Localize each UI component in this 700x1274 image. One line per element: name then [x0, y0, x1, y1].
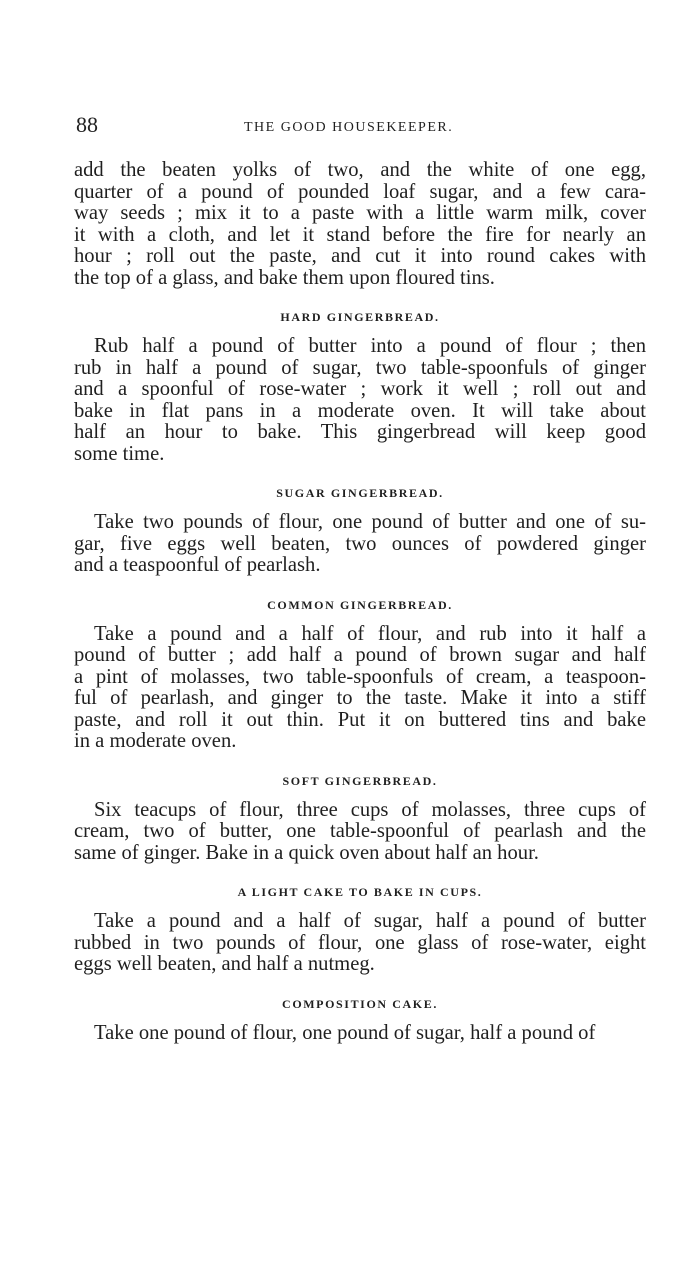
text-line: quarter of a pound of pounded loaf sugar, and a few cara-	[74, 180, 646, 203]
text-line: it with a cloth, and let it stand before the fire for nearly an	[74, 223, 646, 246]
recipe-heading-composition-cake: COMPOSITION CAKE.	[282, 996, 438, 1011]
recipe-heading-common-gingerbread: COMMON GINGERBREAD.	[267, 597, 453, 612]
recipe-heading-soft-gingerbread: SOFT GINGERBREAD.	[282, 773, 438, 788]
text-line: same of ginger. Bake in a quick oven about half an hour.	[74, 841, 539, 864]
text-line: ful of pearlash, and ginger to the taste. Make it into a stiff	[74, 687, 646, 709]
recipe-paragraph-common-gingerbread	[74, 624, 646, 753]
text-line: Take one pound of flour, one pound of sugar, half a pound of	[94, 1021, 596, 1044]
recipe-heading-light-cake: A LIGHT CAKE TO BAKE IN CUPS.	[237, 885, 483, 899]
text-line: rub in half a pound of sugar, two table-spoonfuls of ginger	[74, 356, 646, 379]
text-line: Take a pound and a half of sugar, half a pound of butter	[94, 910, 646, 932]
recipe-heading-sugar-gingerbread: SUGAR GINGERBREAD.	[276, 486, 444, 500]
text-line: hour ; roll out the paste, and cut it into round cakes with	[74, 245, 646, 267]
recipe-paragraph-hard-gingerbread	[74, 336, 646, 465]
text-line: eggs well beaten, and half a nutmeg.	[74, 953, 375, 975]
recipe-heading-hard-gingerbread: HARD GINGERBREAD.	[280, 310, 440, 324]
text-line: half an hour to bake. This gingerbread will keep good	[74, 421, 646, 443]
text-line: gar, five eggs well beaten, two ounces of powdered ginger	[74, 532, 646, 555]
text-line: the top of a glass, and bake them upon floured tins.	[74, 266, 495, 289]
text-line: cream, two of butter, one table-spoonful of pearlash and the	[74, 820, 646, 842]
text-line: and a teaspoonful of pearlash.	[74, 554, 321, 576]
text-line: bake in flat pans in a moderate oven. It will take about	[74, 399, 646, 422]
paragraph-continuation	[74, 160, 646, 289]
running-title: THE GOOD HOUSEKEEPER.	[244, 120, 454, 135]
text-line: a pint of molasses, two table-spoonfuls of cream, a teaspoon-	[74, 665, 646, 688]
text-line: way seeds ; mix it to a paste with a little warm milk, cover	[74, 202, 646, 224]
recipe-paragraph-light-cake	[74, 911, 646, 976]
text-line: Six teacups of flour, three cups of molasses, three cups of	[94, 798, 646, 821]
recipe-paragraph-composition-cake	[74, 1023, 646, 1045]
page-number: 88	[76, 112, 98, 137]
text-line: add the beaten yolks of two, and the white of one egg,	[74, 159, 646, 181]
text-line: some time.	[74, 442, 165, 465]
running-head	[76, 112, 648, 142]
text-line: Rub half a pound of butter into a pound of flour ; then	[94, 335, 646, 357]
recipe-paragraph-soft-gingerbread	[74, 800, 646, 865]
body-text	[74, 160, 646, 1044]
recipe-paragraph-sugar-gingerbread	[74, 512, 646, 577]
text-line: in a moderate oven.	[74, 730, 237, 752]
text-line: rubbed in two pounds of flour, one glass of rose-water, eight	[74, 931, 646, 954]
text-line: Take two pounds of flour, one pound of butter and one of su-	[94, 511, 646, 533]
text-line: Take a pound and a half of flour, and rub into it half a	[94, 622, 646, 645]
text-line: pound of butter ; add half a pound of brown sugar and half	[74, 644, 646, 666]
text-line: paste, and roll it out thin. Put it on buttered tins and bake	[74, 708, 646, 731]
text-line: and a spoonful of rose-water ; work it well ; roll out and	[74, 378, 646, 400]
